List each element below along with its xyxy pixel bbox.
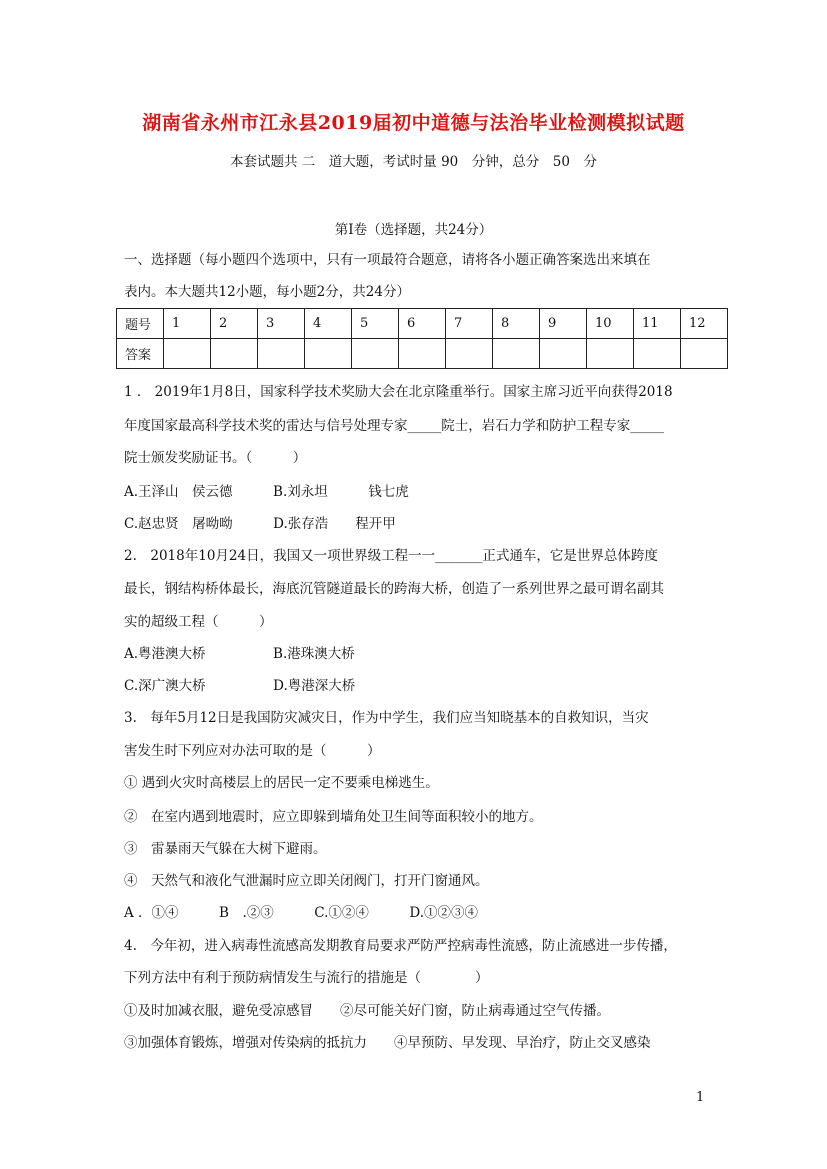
page-number: 1: [696, 1090, 705, 1105]
question-number-cell: 1: [164, 309, 211, 339]
question-1-stem: 年度国家最高科学技术奖的雷达与信号处理专家_____院士，岩石力学和防护工程专家_____: [124, 418, 664, 434]
question-number-cell: 5: [352, 309, 399, 339]
section-title: 第Ⅰ卷（选择题，共24分）: [334, 222, 493, 238]
row-label-question-number: 题号: [117, 309, 164, 339]
answer-cell[interactable]: [352, 339, 399, 369]
answer-cell[interactable]: [681, 339, 728, 369]
question-number-cell: 9: [540, 309, 587, 339]
question-3-statement: ③ 雷暴雨天气躲在大树下避雨。: [124, 841, 327, 857]
question-number-cell: 6: [399, 309, 446, 339]
exam-title: 湖南省永州市江永县2019届初中道德与法治毕业检测模拟试题: [142, 112, 685, 134]
question-2-options: C.深广澳大桥 D.粤港深大桥: [124, 678, 356, 694]
question-number-cell: 12: [681, 309, 728, 339]
question-number-cell: 8: [493, 309, 540, 339]
row-label-answer: 答案: [117, 339, 164, 369]
question-4-statement: ③加强体育锻炼，增强对传染病的抵抗力 ④早预防、早发现、早治疗，防止交叉感染: [124, 1035, 651, 1051]
question-1-options: C.赵忠贤 屠呦呦 D.张存浩 程开甲: [124, 516, 396, 532]
question-1-options: A.王泽山 侯云德 B.刘永坦 钱七虎: [124, 484, 409, 500]
question-number-cell: 4: [305, 309, 352, 339]
answer-cell[interactable]: [258, 339, 305, 369]
question-3-stem: 害发生时下列应对办法可取的是（ ）: [124, 743, 381, 759]
question-number-cell: 11: [634, 309, 681, 339]
answer-table: [116, 308, 728, 369]
answer-cell[interactable]: [493, 339, 540, 369]
question-3-options: A ．①④ B .②③ C.①②④ D.①②③④: [124, 905, 479, 921]
answer-cell[interactable]: [540, 339, 587, 369]
answer-cell[interactable]: [634, 339, 681, 369]
question-4-statement: ①及时加减衣服，避免受凉感冒 ②尽可能关好门窗，防止病毒通过空气传播。: [124, 1003, 610, 1019]
table-row: [117, 309, 728, 339]
question-4-stem: 4. 今年初，进入病毒性流感高发期教育局要求严防严控病毒性流感，防止流感进一步传播，: [124, 938, 677, 954]
question-2-options: A.粤港澳大桥 B.港珠澳大桥: [124, 646, 355, 662]
question-number-cell: 3: [258, 309, 305, 339]
answer-cell[interactable]: [305, 339, 352, 369]
question-3-statement: ① 遇到火灾时高楼层上的居民一定不要乘电梯逃生。: [124, 775, 439, 791]
answer-cell[interactable]: [211, 339, 258, 369]
question-number-cell: 7: [446, 309, 493, 339]
question-2-stem: 最长，钢结构桥体最长，海底沉管隧道最长的跨海大桥，创造了一系列世界之最可谓名副其: [124, 581, 664, 597]
question-number-cell: 10: [587, 309, 634, 339]
question-1-stem: 院士颁发奖励证书。（ ）: [124, 450, 307, 466]
question-1-stem: 1 ． 2019年1月8日，国家科学技术奖励大会在北京隆重举行。国家主席习近平向获得2018: [124, 384, 673, 400]
instruction-line: 表内。本大题共12小题，每小题2分，共24分）: [124, 284, 410, 300]
answer-cell[interactable]: [446, 339, 493, 369]
answer-cell[interactable]: [587, 339, 634, 369]
question-2-stem: 实的超级工程（ ）: [124, 614, 273, 630]
question-3-statement: ② 在室内遇到地震时，应立即躲到墙角处卫生间等面积较小的地方。: [124, 809, 543, 825]
question-2-stem: 2. 2018年10月24日，我国又一项世界级工程一一_______正式通车，它是世界总体跨度: [124, 548, 658, 564]
table-row: [117, 339, 728, 369]
question-number-cell: 2: [211, 309, 258, 339]
exam-subtitle: 本套试题共 二 道大题，考试时量 90 分钟，总分 50 分: [230, 154, 597, 170]
instruction-line: 一、选择题（每小题四个选项中，只有一项最符合题意，请将各小题正确答案选出来填在: [124, 252, 651, 268]
answer-cell[interactable]: [164, 339, 211, 369]
answer-cell[interactable]: [399, 339, 446, 369]
question-3-stem: 3. 每年5月12日是我国防灾减灾日，作为中学生，我们应当知晓基本的自救知识，当灾: [124, 710, 649, 726]
question-4-stem: 下列方法中有利于预防病情发生与流行的措施是（ ）: [124, 970, 489, 986]
question-3-statement: ④ 天然气和液化气泄漏时应立即关闭阀门，打开门窗通风。: [124, 873, 489, 889]
